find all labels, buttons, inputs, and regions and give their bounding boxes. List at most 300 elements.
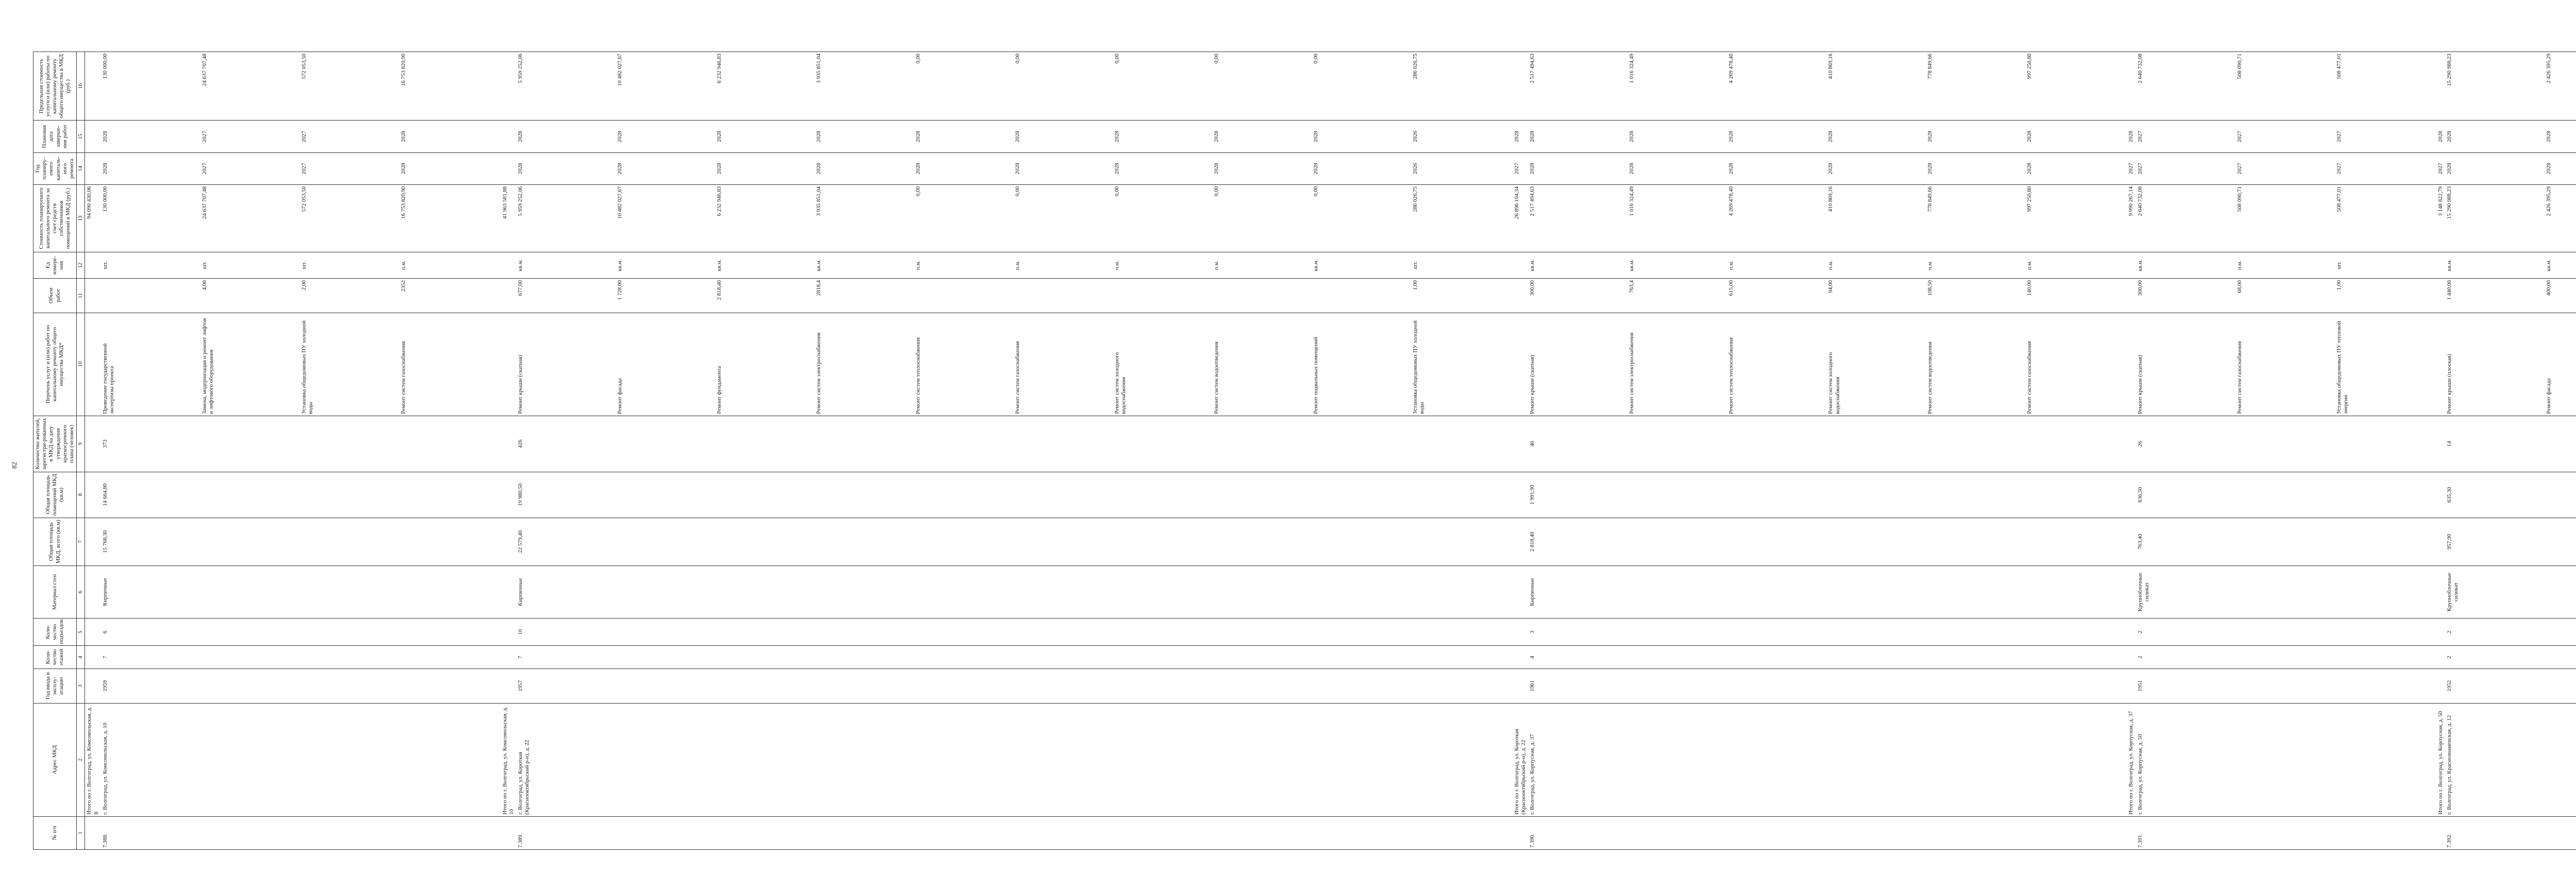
work-cost: 2 640 732,08 (2137, 186, 2143, 216)
work-max-cost: 1 016 324,49 (1629, 54, 1635, 83)
work-volume: 300,00 (2137, 280, 2143, 296)
work-volume: 2818,4 (816, 280, 822, 296)
work-end-date: 2027 (2236, 131, 2243, 143)
work-volume: 400,00 (2545, 280, 2552, 296)
work-volume: 677,00 (517, 280, 524, 296)
work-unit-list (516, 252, 1513, 279)
empty-cell (2436, 619, 2445, 646)
work-name: Ремонт фасада (617, 378, 623, 414)
empty-cell (1513, 816, 1528, 849)
empty-cell (85, 52, 101, 121)
work-volume (1114, 280, 1213, 311)
work-unit: п.м. (915, 260, 922, 270)
residents: 46 (1528, 416, 2127, 472)
work-unit: п.м. (1114, 260, 1121, 270)
commission-year: 1959 (101, 669, 501, 703)
header-cell: Год планиру-емого капиталь-ного ремонта (33, 152, 77, 184)
work-max-cost: 997 250,80 (2026, 54, 2033, 79)
work-max-cost: 10 482 027,67 (617, 54, 623, 87)
work-unit: шт. (300, 261, 307, 269)
work-max-cost: 410 869,16 (1827, 54, 1834, 79)
work-unit: шт. (2335, 261, 2342, 269)
header-cell: Стоимость планируемого капитального ремонта за счет средств собственников помещений в МКД (руб.) (33, 184, 77, 252)
header-cell: Предельная стоимость услуги и (или) работы по капитальному ремонту общего имущества в МКД (руб.) (33, 52, 77, 121)
page-number: 82 (10, 462, 18, 469)
work-volume (1313, 280, 1412, 311)
work-max-cost: 508 477,01 (2335, 54, 2342, 79)
wall-material: Крупноблочные силикат (2136, 565, 2436, 618)
empty-cell (501, 518, 516, 565)
work-volume-list (516, 279, 1513, 313)
work-year: 2028 (1014, 163, 1021, 175)
work-max-cost: 24 637 707,48 (201, 54, 208, 87)
work-max-cost: 0,00 (1213, 54, 1220, 64)
column-number: 4 (77, 646, 85, 669)
work-max-cost-list (516, 52, 1513, 121)
commission-year: 1952 (2445, 669, 2576, 703)
work-name: Ремонт систем водоотведения (1927, 341, 1934, 414)
empty-cell (2127, 619, 2136, 646)
total-cost: 3 148 822,79 (2436, 184, 2445, 252)
floors: 2 (2445, 646, 2576, 669)
total-label: Итого по г. Волгоград, ул. Корпусная, д. 37 (2127, 703, 2136, 816)
work-cost: 3 935 851,04 (816, 186, 822, 216)
work-cost: 286 026,75 (1412, 186, 1419, 212)
work-year: 2028 (2545, 163, 2552, 175)
entrances: 10 (516, 619, 1513, 646)
total-area: 2 818,40 (1528, 518, 2127, 565)
entrances: 2 (2445, 619, 2576, 646)
work-year: 2028 (1529, 163, 1536, 175)
work-max-cost: 2 426 395,29 (2545, 54, 2552, 83)
work-end-date: 2028 (1827, 131, 1834, 143)
work-year: 2028 (2026, 163, 2033, 175)
work-name: Проведение государственной экспертизы проекта (101, 343, 115, 414)
work-end-date: 2028 (101, 131, 108, 143)
rooms-area: 635,30 (2445, 472, 2576, 518)
empty-cell (85, 416, 101, 472)
address: г. Волгоград, ул. Корпусная, д. 50 (2136, 703, 2436, 816)
address: г. Волгоград, ул. Краснознаменская, д. 12 (2445, 703, 2576, 816)
work-cost: 0,00 (1114, 186, 1121, 197)
work-year-list (2136, 152, 2436, 184)
empty-cell (2127, 313, 2136, 416)
work-year: 2028 (915, 163, 922, 175)
residents: 373 (101, 416, 501, 472)
work-name: Установка общедомовых ПУ холодной воды (300, 320, 314, 414)
column-number-row (77, 52, 85, 850)
work-volume: 2,00 (300, 280, 307, 290)
table-row (516, 52, 1513, 850)
total-year: 2027 (2436, 152, 2445, 184)
empty-cell (2436, 816, 2445, 849)
work-name: Ремонт систем теплоснабжения (1728, 337, 1735, 414)
work-year: 2027 (2137, 163, 2143, 175)
work-unit: п.м. (2236, 260, 2243, 270)
empty-cell (1513, 252, 1528, 279)
work-year: 2028 (1827, 163, 1834, 175)
column-number: 16 (77, 52, 85, 121)
total-row (85, 52, 101, 850)
work-end-date-list (2136, 121, 2436, 152)
work-end-date: 2027 (201, 131, 208, 143)
work-name: Установка общедомовых ПУ тепловой энергии (2335, 321, 2349, 414)
rooms-area: 14 664,80 (101, 472, 501, 518)
work-unit: кв.м. (2545, 259, 2552, 271)
work-unit-list (2136, 252, 2436, 279)
work-volume: 1,00 (2335, 280, 2342, 290)
work-year: 2028 (1927, 163, 1934, 175)
work-unit: шт. (101, 261, 108, 269)
empty-cell (1513, 313, 1528, 416)
empty-cell (1513, 416, 1528, 472)
work-year-list (101, 152, 501, 184)
work-year: 2028 (517, 163, 524, 175)
work-volume: 68,00 (2236, 280, 2243, 293)
work-volume: 1 728,00 (617, 280, 623, 300)
empty-cell (85, 518, 101, 565)
empty-cell (1513, 472, 1528, 518)
work-volume (1014, 280, 1114, 311)
work-max-cost: 3 935 851,04 (816, 54, 822, 83)
work-name-list (2136, 313, 2436, 416)
empty-cell (501, 416, 516, 472)
empty-cell (2436, 313, 2445, 416)
empty-cell (2127, 518, 2136, 565)
work-cost: 0,00 (1014, 186, 1021, 197)
work-end-date: 2028 (716, 131, 723, 143)
empty-cell (2436, 669, 2445, 703)
work-max-cost: 130 000,00 (101, 54, 108, 79)
work-end-date: 2028 (915, 131, 922, 143)
empty-cell (1513, 669, 1528, 703)
work-year: 2028 (2446, 163, 2452, 175)
work-max-cost: 0,00 (1014, 54, 1021, 64)
total-year: 2027 (1513, 152, 1528, 184)
work-name: Ремонт систем газоснабжения (2026, 341, 2033, 414)
header-cell: Количество жителей, зарегистри-рованных в МКД на дату утверждения краткосрочного плана (человек) (33, 416, 77, 472)
empty-cell (2436, 252, 2445, 279)
total-area: 22 579,40 (516, 518, 1513, 565)
total-label: Итого по г. Волгоград, ул. Корпусная, д. 50 (2436, 703, 2445, 816)
table-row (101, 52, 501, 850)
rooms-area: 19 980,50 (516, 472, 1513, 518)
work-year: 2027 (201, 163, 208, 175)
work-year: 2028 (816, 163, 822, 175)
total-year: 2027 (2127, 152, 2136, 184)
work-max-cost: 15 290 988,23 (2446, 54, 2452, 87)
work-cost: 6 232 946,83 (716, 186, 723, 216)
wall-material: Кирпичные (1528, 565, 2127, 618)
capital-repair-table (33, 52, 2576, 850)
total-year (501, 152, 516, 184)
empty-cell (1513, 52, 1528, 121)
total-end-date: 2028 (2436, 121, 2445, 152)
work-volume (915, 280, 1014, 311)
work-year-list (1528, 152, 2127, 184)
work-end-date: 2027 (300, 131, 307, 143)
empty-cell (2436, 416, 2445, 472)
empty-cell (501, 646, 516, 669)
rooms-area: 1 991,90 (1528, 472, 2127, 518)
column-number: 1 (77, 816, 85, 849)
work-cost: 130 000,00 (101, 186, 108, 212)
entrances: 2 (2136, 619, 2436, 646)
empty-cell (2127, 646, 2136, 669)
address: г. Волгоград, ул. Короткая (Краснооктябрьский р-н), д. 22 (516, 703, 1513, 816)
column-number: 12 (77, 252, 85, 279)
work-max-cost: 778 849,66 (1927, 54, 1934, 79)
work-unit: кв.м. (716, 259, 723, 271)
empty-cell (1513, 518, 1528, 565)
work-end-date: 2027 (2335, 131, 2342, 143)
work-end-date: 2028 (816, 131, 822, 143)
work-end-date: 2026 (1412, 131, 1419, 143)
work-year: 2028 (1728, 163, 1735, 175)
work-unit: п.м. (2026, 260, 2033, 270)
work-name: Ремонт крыши (скатная) (517, 355, 524, 414)
row-number: 7.391. (2136, 816, 2436, 849)
work-max-cost: 5 959 252,06 (517, 54, 524, 83)
total-area: 15 768,30 (101, 518, 501, 565)
table-row (2445, 52, 2576, 850)
work-year: 2028 (1114, 163, 1121, 175)
column-number: 3 (77, 669, 85, 703)
work-cost: 1 016 324,49 (1629, 186, 1635, 216)
header-cell: Адрес МКД (33, 703, 77, 816)
floors: 7 (101, 646, 501, 669)
work-name: Установка общедомовых ПУ холодной воды (1412, 320, 1426, 414)
empty-cell (85, 313, 101, 416)
work-year: 2027 (300, 163, 307, 175)
work-end-date: 2027 (2137, 131, 2143, 143)
header-cell: Перечень услуг и (или) работ по капитальному ремонту общего имущества МКД* (33, 313, 77, 416)
work-name: Ремонт крыши (скатная) (2137, 355, 2143, 414)
work-unit: кв.м. (1529, 259, 1536, 271)
work-cost-list (516, 184, 1513, 252)
total-end-date (85, 121, 101, 152)
total-end-date: 2028 (1513, 121, 1528, 152)
wall-material: Крупноблочные силикат (2445, 565, 2576, 618)
work-year: 2028 (101, 163, 108, 175)
work-unit: п.м. (1014, 260, 1021, 270)
residents: 26 (2136, 416, 2436, 472)
address: г. Волгоград, ул. Комсомольская, д. 10 (101, 703, 501, 816)
total-row (501, 52, 516, 850)
work-volume: 94,00 (1827, 280, 1834, 293)
work-name-list (101, 313, 501, 416)
work-end-date: 2028 (1213, 131, 1220, 143)
empty-cell (2127, 565, 2136, 618)
work-volume-list (2136, 279, 2436, 313)
work-name: Ремонт систем газоснабжения (2236, 341, 2243, 414)
work-unit: кв.м. (2137, 259, 2143, 271)
residents: 14 (2445, 416, 2576, 472)
work-end-date-list (2445, 121, 2576, 152)
header-cell: Коли-чество подъездов (33, 619, 77, 646)
row-number: 7.389. (516, 816, 1513, 849)
total-end-date: 2028 (2127, 121, 2136, 152)
work-cost: 508 090,71 (2236, 186, 2243, 212)
empty-cell (2127, 52, 2136, 121)
work-volume (1213, 280, 1313, 311)
work-max-cost: 16 753 820,90 (400, 54, 406, 87)
work-volume-list (1528, 279, 2127, 313)
work-name: Замена, модернизация и ремонт лифтов и лифтового оборудования (201, 318, 214, 414)
wall-material: Кирпичные (101, 565, 501, 618)
empty-cell (2436, 279, 2445, 313)
total-cost: 9 990 267,14 (2127, 184, 2136, 252)
work-unit: кв.м. (816, 259, 822, 271)
work-unit: п.м. (1728, 260, 1735, 270)
work-name: Ремонт систем теплоснабжения (915, 337, 922, 414)
work-volume: 615,00 (1728, 280, 1735, 296)
empty-cell (2127, 252, 2136, 279)
empty-cell (501, 472, 516, 518)
work-end-date: 2028 (1313, 131, 1319, 143)
work-year: 2027 (2335, 163, 2342, 175)
empty-cell (2436, 472, 2445, 518)
work-name: Ремонт систем электроснабжения (816, 332, 822, 414)
work-name-list (516, 313, 1513, 416)
empty-cell (85, 619, 101, 646)
work-unit-list (1528, 252, 2127, 279)
work-volume: 300,00 (1529, 280, 1536, 296)
column-number: 5 (77, 619, 85, 646)
work-unit-list (101, 252, 501, 279)
work-end-date: 2028 (517, 131, 524, 143)
empty-cell (501, 669, 516, 703)
total-end-date (501, 121, 516, 152)
total-row (2436, 52, 2445, 850)
work-name: Ремонт систем холодного водоснабжения (1114, 352, 1127, 414)
work-cost: 24 637 707,48 (201, 186, 208, 219)
work-max-cost: 0,00 (1313, 54, 1319, 64)
work-unit-list (2445, 252, 2576, 279)
work-volume: 140,00 (2026, 280, 2033, 296)
work-volume (102, 280, 201, 311)
work-cost: 0,00 (1213, 186, 1220, 197)
column-number: 13 (77, 184, 85, 252)
floors: 7 (516, 646, 1513, 669)
empty-cell (501, 816, 516, 849)
total-year (85, 152, 101, 184)
empty-cell (501, 52, 516, 121)
work-max-cost: 572 053,50 (300, 54, 307, 79)
work-volume: 108,50 (1927, 280, 1934, 296)
empty-cell (1513, 565, 1528, 618)
empty-cell (85, 646, 101, 669)
work-max-cost: 4 269 478,40 (1728, 54, 1735, 83)
empty-cell (85, 816, 101, 849)
column-number: 2 (77, 703, 85, 816)
empty-cell (2127, 816, 2136, 849)
column-number: 6 (77, 565, 85, 618)
table-row (1528, 52, 2127, 850)
work-cost: 10 482 027,67 (617, 186, 623, 219)
empty-cell (2127, 416, 2136, 472)
header-row (33, 52, 77, 850)
work-cost-list (2136, 184, 2436, 252)
work-name: Ремонт крыши (скатная) (1529, 355, 1536, 414)
rotated-page (6, 46, 2552, 870)
floors: 4 (1528, 646, 2127, 669)
work-volume: 1,00 (1412, 280, 1419, 290)
empty-cell (2127, 669, 2136, 703)
work-year-list (516, 152, 1513, 184)
total-label: Итого по г. Волгоград, ул. Короткая (Краснооктябрьский р-н), д. 22 (1513, 703, 1528, 816)
empty-cell (2436, 518, 2445, 565)
work-cost: 2 517 494,63 (1529, 186, 1536, 216)
work-max-cost-list (2445, 52, 2576, 121)
work-cost: 778 849,66 (1927, 186, 1934, 212)
work-max-cost: 2 640 732,08 (2137, 54, 2143, 83)
column-number: 9 (77, 416, 85, 472)
header-cell: Коли-чество этажей (33, 646, 77, 669)
work-max-cost-list (2136, 52, 2436, 121)
empty-cell (1513, 279, 1528, 313)
work-name: Ремонт систем водоотведения (1213, 341, 1220, 414)
work-unit: шт. (1412, 261, 1419, 269)
work-year: 2026 (1412, 163, 1419, 175)
work-volume: 2352 (400, 280, 406, 292)
total-area: 763,40 (2136, 518, 2436, 565)
work-max-cost: 286 026,75 (1412, 54, 1419, 79)
work-unit: п.м. (1927, 260, 1934, 270)
work-name: Ремонт фундамента (716, 366, 723, 414)
work-cost: 15 290 988,23 (2446, 186, 2452, 219)
work-name: Ремонт систем газоснабжения (1014, 341, 1021, 414)
commission-year: 1957 (516, 669, 1513, 703)
row-number: 7.390. (1528, 816, 2127, 849)
work-max-cost-list (1528, 52, 2127, 121)
work-end-date: 2028 (617, 131, 623, 143)
column-number: 7 (77, 518, 85, 565)
header-cell: Объем работ (33, 279, 77, 313)
empty-cell (501, 279, 516, 313)
work-cost: 0,00 (1313, 186, 1319, 197)
header-cell: Год ввода в эксплу-атацию (33, 669, 77, 703)
work-end-date: 2028 (400, 131, 406, 143)
work-name-list (2445, 313, 2576, 416)
row-number: 7.388. (101, 816, 501, 849)
work-cost-list (101, 184, 501, 252)
work-unit: кв.м. (1313, 259, 1319, 271)
work-name: Ремонт систем газоснабжения (400, 341, 406, 414)
work-name: Ремонт подвальных помещений (1313, 337, 1319, 414)
work-cost: 4 269 478,40 (1728, 186, 1735, 216)
work-end-date: 2028 (2545, 131, 2552, 143)
column-number: 14 (77, 152, 85, 184)
work-max-cost: 508 090,71 (2236, 54, 2243, 79)
work-name: Ремонт систем электроснабжения (1629, 332, 1635, 414)
work-end-date: 2028 (1927, 131, 1934, 143)
work-max-cost: 0,00 (915, 54, 922, 64)
work-end-date: 2028 (1114, 131, 1121, 143)
work-volume: 2 818,40 (716, 280, 723, 300)
work-end-date: 2028 (1728, 131, 1735, 143)
total-cost: 41 963 581,88 (501, 184, 516, 252)
total-row (1513, 52, 1528, 850)
work-cost: 572 053,50 (300, 186, 307, 212)
empty-cell (85, 565, 101, 618)
work-end-date-list (516, 121, 1513, 152)
work-end-date: 2028 (2446, 131, 2452, 143)
commission-year: 1951 (2136, 669, 2436, 703)
header-cell: Плановая дата заверше-ния работ (33, 121, 77, 152)
total-row (2127, 52, 2136, 850)
work-cost: 410 869,16 (1827, 186, 1834, 212)
